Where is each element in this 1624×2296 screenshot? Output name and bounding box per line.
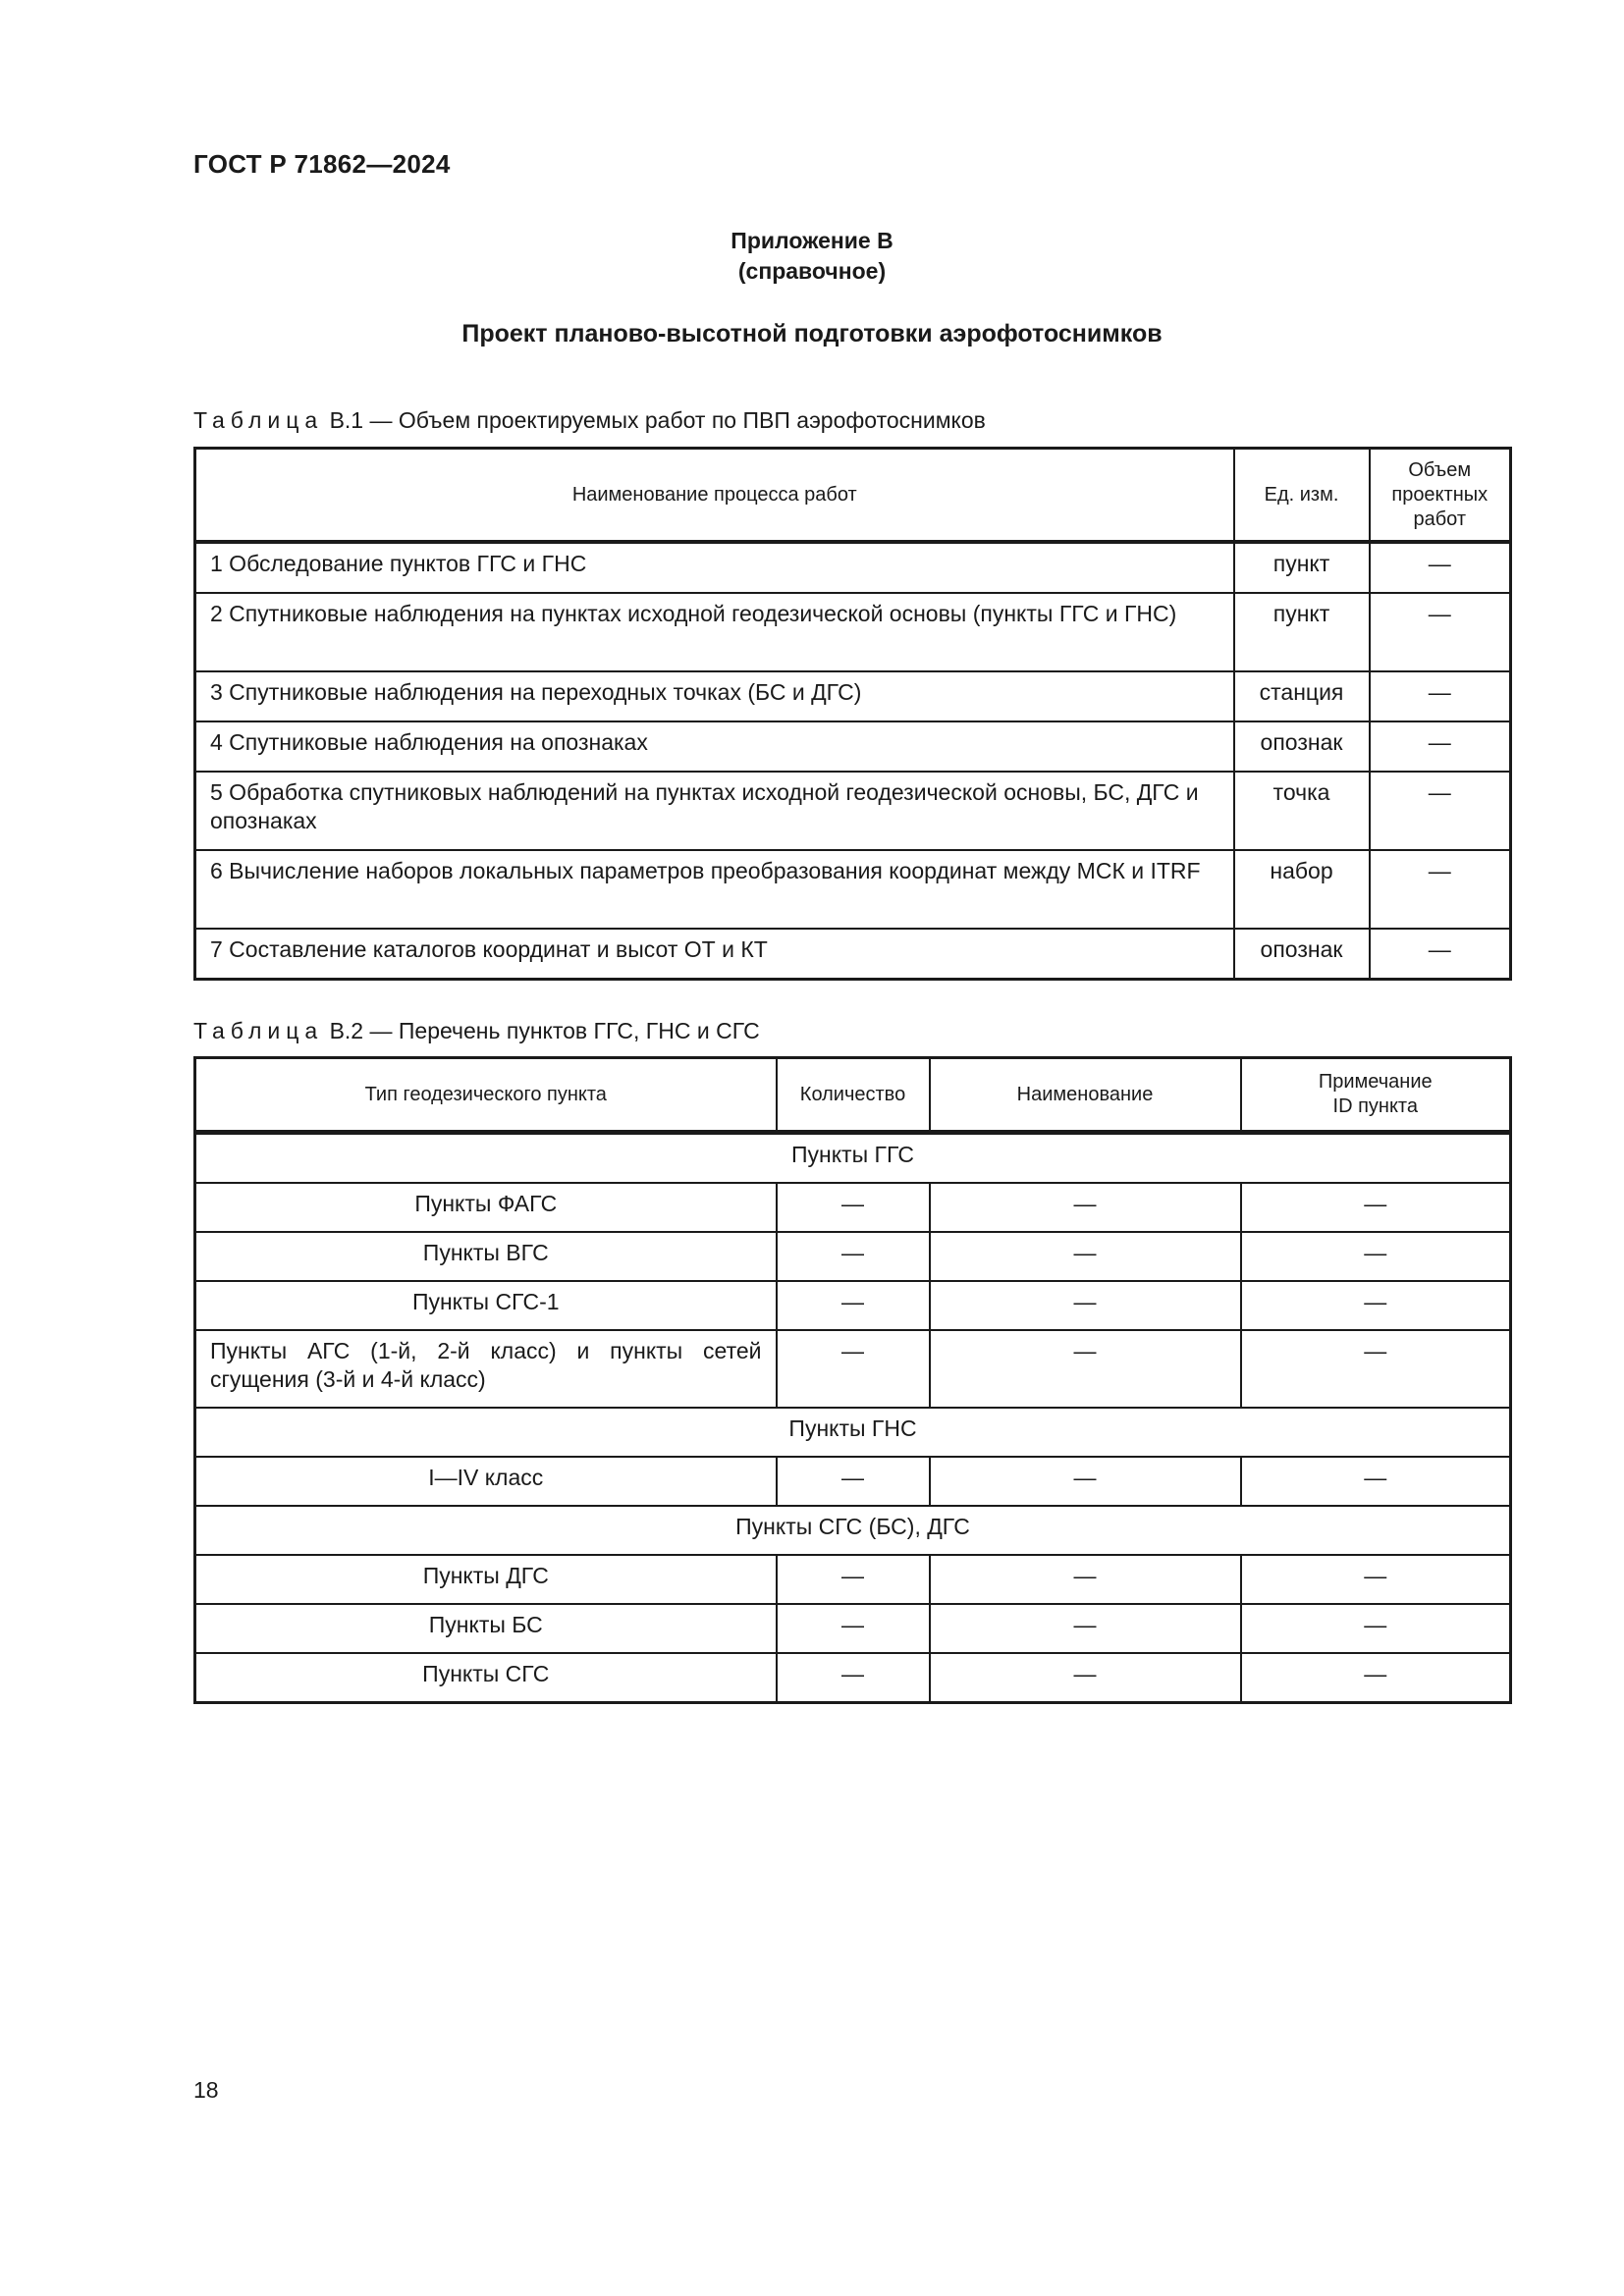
point-type: Пункты СГС-1 xyxy=(195,1281,777,1330)
count-cell: — xyxy=(777,1457,930,1506)
table2-header-note xyxy=(1241,1058,1511,1133)
note-cell: — xyxy=(1241,1232,1511,1281)
group-row xyxy=(195,1133,1511,1184)
unit-cell: пункт xyxy=(1234,542,1370,593)
unit-cell: опознак xyxy=(1234,929,1370,980)
table-row xyxy=(195,772,1511,850)
table-row xyxy=(195,542,1511,593)
table1-header-volume: Объем проектных работ xyxy=(1370,449,1511,543)
count-cell: — xyxy=(777,1183,930,1232)
volume-cell: — xyxy=(1370,542,1511,593)
table2-header-type: Тип геодезического пункта xyxy=(195,1058,777,1133)
note-cell: — xyxy=(1241,1330,1511,1408)
table1-header-row xyxy=(195,449,1511,543)
point-type: Пункты АГС (1-й, 2-й класс) и пункты сетей сгущения (3-й и 4-й класс) xyxy=(195,1330,777,1408)
table2-caption xyxy=(193,1018,760,1044)
volume-cell: — xyxy=(1370,772,1511,850)
table1-caption xyxy=(193,407,986,434)
group-title: Пункты СГС (БС), ДГС xyxy=(195,1506,1511,1555)
process-name: 3 Спутниковые наблюдения на переходных точках (БС и ДГС) xyxy=(195,671,1234,721)
name-cell: — xyxy=(930,1330,1241,1408)
unit-cell: точка xyxy=(1234,772,1370,850)
table-row xyxy=(195,721,1511,772)
unit-cell: пункт xyxy=(1234,593,1370,671)
count-cell: — xyxy=(777,1281,930,1330)
geodetic-points-table xyxy=(193,1056,1512,1704)
process-name: 2 Спутниковые наблюдения на пунктах исходной геодезической основы (пункты ГГС и ГНС) xyxy=(195,593,1234,671)
group-row xyxy=(195,1408,1511,1457)
table2-caption-label: Таблица xyxy=(193,1018,324,1043)
page-number: 18 xyxy=(193,2077,219,2103)
process-name: 4 Спутниковые наблюдения на опознаках xyxy=(195,721,1234,772)
note-cell: — xyxy=(1241,1281,1511,1330)
table1-caption-label: Таблица xyxy=(193,407,324,433)
volume-cell: — xyxy=(1370,593,1511,671)
count-cell: — xyxy=(777,1555,930,1604)
name-cell: — xyxy=(930,1183,1241,1232)
process-name: 5 Обработка спутниковых наблюдений на пунктах исходной геодезической основы, БС, ДГС и опознаках xyxy=(195,772,1234,850)
name-cell: — xyxy=(930,1555,1241,1604)
table-row xyxy=(195,1653,1511,1703)
appendix-kind: (справочное) xyxy=(737,258,887,284)
group-title: Пункты ГНС xyxy=(195,1408,1511,1457)
name-cell: — xyxy=(930,1281,1241,1330)
name-cell: — xyxy=(930,1653,1241,1703)
table-row xyxy=(195,671,1511,721)
table-row xyxy=(195,1281,1511,1330)
unit-cell: опознак xyxy=(1234,721,1370,772)
volume-cell: — xyxy=(1370,850,1511,929)
name-cell: — xyxy=(930,1457,1241,1506)
work-volume-table xyxy=(193,447,1512,981)
section-title: Проект планово-высотной подготовки аэрофотоснимков xyxy=(461,320,1163,347)
table-row xyxy=(195,1604,1511,1653)
table-row xyxy=(195,850,1511,929)
point-type: Пункты БС xyxy=(195,1604,777,1653)
table-row xyxy=(195,1183,1511,1232)
point-type: Пункты ВГС xyxy=(195,1232,777,1281)
unit-cell: набор xyxy=(1234,850,1370,929)
table2-header-name: Наименование xyxy=(930,1058,1241,1133)
count-cell: — xyxy=(777,1330,930,1408)
table2-header-note-text: Примечание ID пункта xyxy=(1318,1071,1433,1117)
table-row xyxy=(195,1330,1511,1408)
unit-cell: станция xyxy=(1234,671,1370,721)
table2-header-row xyxy=(195,1058,1511,1133)
process-name: 6 Вычисление наборов локальных параметров преобразования координат между МСК и ITRF xyxy=(195,850,1234,929)
volume-cell: — xyxy=(1370,671,1511,721)
group-row xyxy=(195,1506,1511,1555)
process-name: 7 Составление каталогов координат и высот ОТ и КТ xyxy=(195,929,1234,980)
table-row xyxy=(195,1232,1511,1281)
table1-header-unit: Ед. изм. xyxy=(1234,449,1370,543)
appendix-title: Приложение В xyxy=(731,228,893,253)
name-cell: — xyxy=(930,1604,1241,1653)
note-cell: — xyxy=(1241,1183,1511,1232)
table1-caption-text: В.1 — Объем проектируемых работ по ПВП аэрофотоснимков xyxy=(329,407,986,433)
point-type: Пункты СГС xyxy=(195,1653,777,1703)
note-cell: — xyxy=(1241,1604,1511,1653)
point-type: Пункты ФАГС xyxy=(195,1183,777,1232)
document-code: ГОСТ Р 71862—2024 xyxy=(193,149,451,179)
note-cell: — xyxy=(1241,1457,1511,1506)
name-cell: — xyxy=(930,1232,1241,1281)
volume-cell: — xyxy=(1370,721,1511,772)
table1-header-process: Наименование процесса работ xyxy=(195,449,1234,543)
table-row xyxy=(195,1555,1511,1604)
count-cell: — xyxy=(777,1232,930,1281)
group-title: Пункты ГГС xyxy=(195,1133,1511,1184)
volume-cell: — xyxy=(1370,929,1511,980)
point-type: Пункты ДГС xyxy=(195,1555,777,1604)
table-row xyxy=(195,1457,1511,1506)
count-cell: — xyxy=(777,1604,930,1653)
note-cell: — xyxy=(1241,1555,1511,1604)
note-cell: — xyxy=(1241,1653,1511,1703)
table-row xyxy=(195,929,1511,980)
table-row xyxy=(195,593,1511,671)
process-name: 1 Обследование пунктов ГГС и ГНС xyxy=(195,542,1234,593)
point-type: I—IV класс xyxy=(195,1457,777,1506)
table2-caption-text: В.2 — Перечень пунктов ГГС, ГНС и СГС xyxy=(329,1018,760,1043)
table2-header-count: Количество xyxy=(777,1058,930,1133)
count-cell: — xyxy=(777,1653,930,1703)
